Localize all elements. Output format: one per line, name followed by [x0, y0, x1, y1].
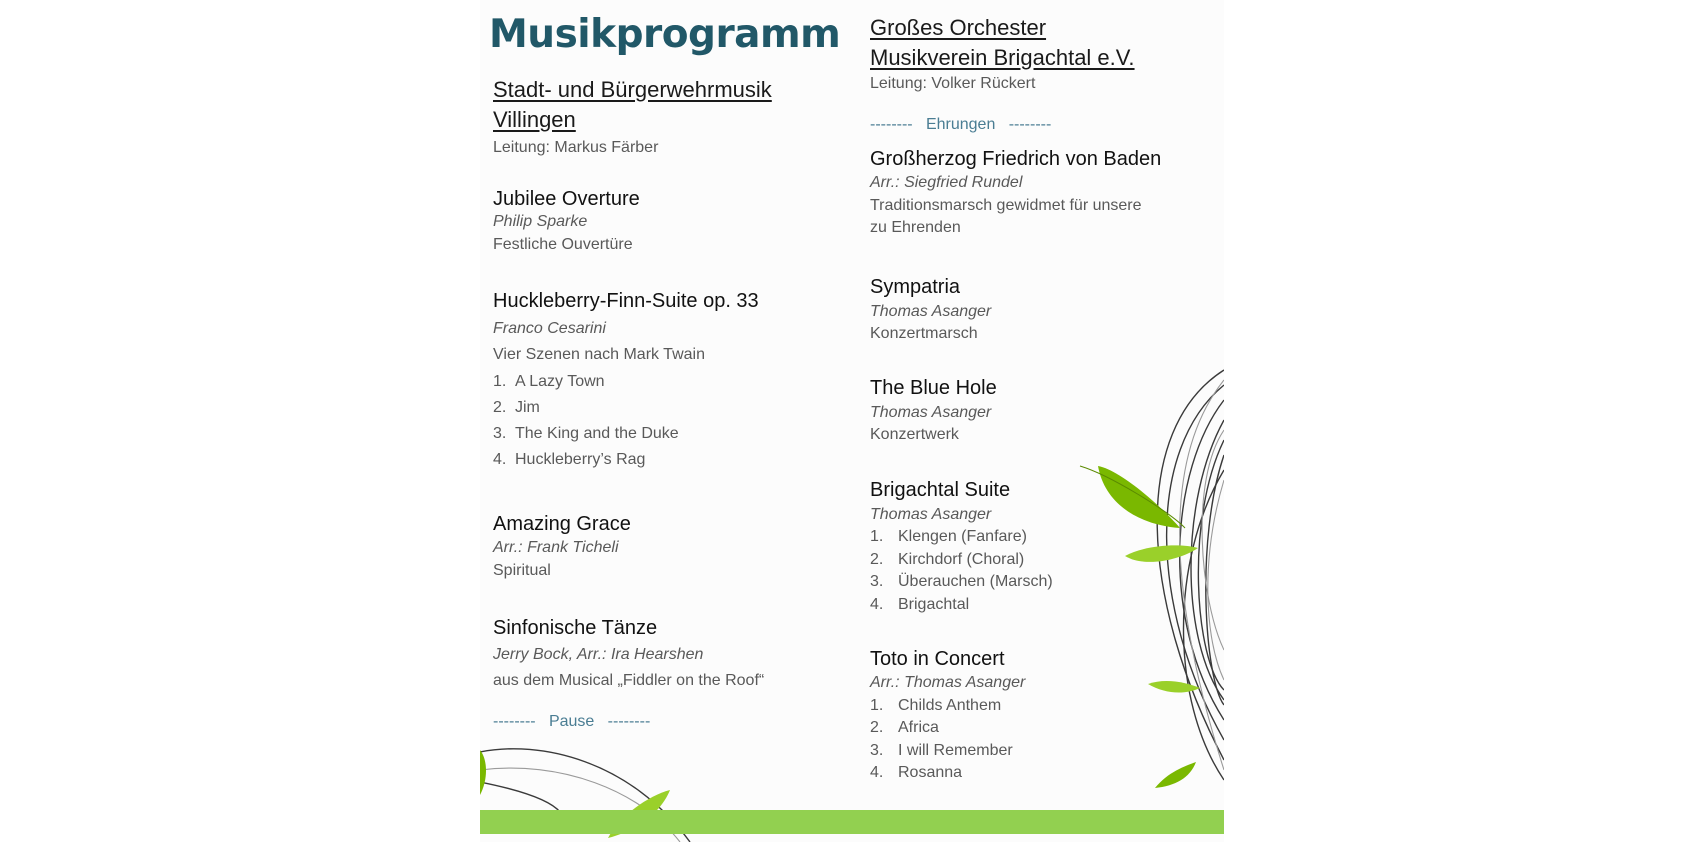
- movement-item: [493, 424, 679, 444]
- movement-number: 3.: [493, 425, 507, 442]
- leaf-shape: [1155, 762, 1196, 788]
- piece-description-line1: Traditionsmarsch gewidmet für unsere: [870, 197, 1142, 214]
- piece-composer: Arr.: Frank Ticheli: [493, 539, 619, 556]
- piece-title: Sympatria: [870, 276, 961, 298]
- leaf-shape: [1098, 466, 1180, 528]
- movement-number: 3.: [870, 742, 884, 759]
- conductor: Leitung: Markus Färber: [493, 139, 659, 156]
- movement-name: Rosanna: [898, 764, 963, 781]
- movement-name: Überauchen (Marsch): [898, 573, 1053, 590]
- piece-title: Brigachtal Suite: [870, 479, 1011, 501]
- movement-name: A Lazy Town: [515, 373, 605, 390]
- ehrungen-divider: -------- Ehrungen --------: [870, 116, 1052, 133]
- movement-number: 4.: [493, 451, 507, 468]
- piece-composer: Arr.: Thomas Asanger: [870, 674, 1026, 691]
- piece-composer: Jerry Bock, Arr.: Ira Hearshen: [493, 646, 704, 663]
- piece-composer: Thomas Asanger: [870, 303, 992, 320]
- movement-item: [870, 718, 939, 738]
- piece-composer: Arr.: Siegfried Rundel: [870, 174, 1023, 191]
- movement-number: 4.: [870, 764, 884, 781]
- movement-item: [870, 696, 1001, 716]
- piece-description-line2: zu Ehrenden: [870, 219, 961, 236]
- movement-name: Klengen (Fanfare): [898, 528, 1027, 545]
- movement-item: [870, 527, 1027, 547]
- footer-green-bar: [480, 810, 1224, 834]
- piece-title: Großherzog Friedrich von Baden: [870, 148, 1162, 170]
- piece-description: Spiritual: [493, 562, 551, 579]
- piece-title: Sinfonische Tänze: [493, 617, 658, 639]
- piece-description: Vier Szenen nach Mark Twain: [493, 346, 705, 363]
- movement-name: Childs Anthem: [898, 697, 1002, 714]
- piece-composer: Thomas Asanger: [870, 404, 992, 421]
- movement-name: I will Remember: [898, 742, 1013, 759]
- movement-item: [493, 398, 540, 418]
- movement-number: 2.: [870, 719, 884, 736]
- movement-item: [870, 595, 969, 615]
- band-title-line2: Musikverein Brigachtal e.V.: [870, 45, 1135, 70]
- band-title-line1: Stadt- und Bürgerwehrmusik: [493, 77, 772, 102]
- movement-name: Africa: [898, 719, 939, 736]
- pause-divider: -------- Pause --------: [493, 713, 651, 730]
- movement-name: Huckleberry’s Rag: [515, 451, 646, 468]
- movement-number: 4.: [870, 596, 884, 613]
- movement-number: 1.: [870, 697, 884, 714]
- movement-item: [870, 572, 1053, 592]
- movement-number: 1.: [493, 373, 507, 390]
- movement-item: [493, 450, 645, 470]
- movement-item: [493, 372, 605, 392]
- conductor: Leitung: Volker Rückert: [870, 75, 1036, 92]
- leaf-shape: [1148, 681, 1200, 692]
- movement-name: Brigachtal: [898, 596, 970, 613]
- piece-description: Konzertwerk: [870, 426, 959, 443]
- movement-item: [870, 763, 962, 783]
- movement-name: The King and the Duke: [515, 425, 679, 442]
- movement-item: [870, 550, 1024, 570]
- piece-composer: Thomas Asanger: [870, 506, 992, 523]
- piece-title: Huckleberry-Finn-Suite op. 33: [493, 290, 759, 312]
- movement-item: [870, 741, 1013, 761]
- leaf-shape: [1125, 545, 1198, 562]
- movement-name: Kirchdorf (Choral): [898, 551, 1025, 568]
- piece-description: aus dem Musical „Fiddler on the Roof“: [493, 672, 765, 689]
- movement-name: Jim: [515, 399, 540, 416]
- piece-title: The Blue Hole: [870, 377, 997, 399]
- leaf-shape: [480, 750, 486, 795]
- piece-title: Toto in Concert: [870, 648, 1005, 670]
- piece-title: Amazing Grace: [493, 513, 631, 535]
- page-title: Musikprogramm: [489, 12, 841, 57]
- movement-number: 3.: [870, 573, 884, 590]
- movement-number: 1.: [870, 528, 884, 545]
- piece-description: Festliche Ouvertüre: [493, 236, 633, 253]
- piece-title: Jubilee Overture: [493, 188, 640, 210]
- movement-number: 2.: [870, 551, 884, 568]
- band-title-line2: Villingen: [493, 107, 576, 132]
- program-page: [480, 0, 1224, 842]
- movement-number: 2.: [493, 399, 507, 416]
- piece-description: Konzertmarsch: [870, 325, 978, 342]
- band-title-line1: Großes Orchester: [870, 15, 1047, 40]
- piece-composer: Franco Cesarini: [493, 320, 606, 337]
- piece-composer: Philip Sparke: [493, 213, 588, 230]
